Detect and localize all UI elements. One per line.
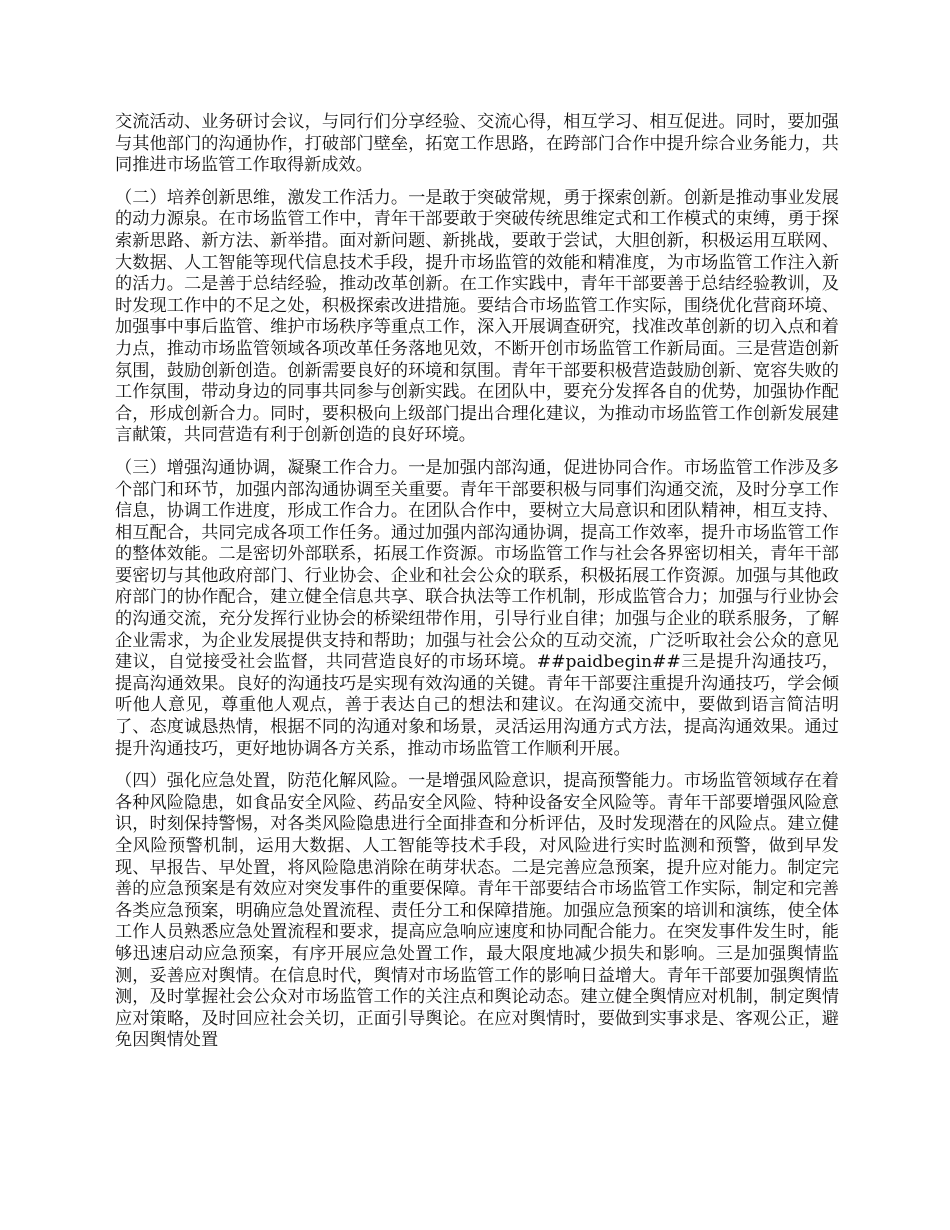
document-body xyxy=(115,112,839,1063)
paragraph-section-4: （四）强化应急处置，防范化解风险。一是增强风险意识，提高预警能力。市场监管领域存在着各种风险隐患，如食品安全风险、药品安全风险、特种设备安全风险等。青年干部要增强风险意识，时刻保持警惕，对各类风险隐患进行全面排查和分析评估，及时发现潜在的风险点。建立健全风险预警机制，运用大数据、人工智能等技术手段，对风险进行实时监测和预警，做到早发现、早报告、早处置，将风险隐患消除在萌芽状态。二是完善应急预案，提升应对能力。制定完善的应急预案是有效应对突发事件的重要保障。青年干部要结合市场监管工作实际，制定和完善各类应急预案，明确应急处置流程、责任分工和保障措施。加强应急预案的培训和演练，使全体工作人员熟悉应急处置流程和要求，提高应急响应速度和协同配合能力。在突发事件发生时，能够迅速启动应急预案，有序开展应急处置工作，最大限度地减少损失和影响。三是加强舆情监测，妥善应对舆情。在信息时代，舆情对市场监管工作的影响日益增大。青年干部要加强舆情监测，及时掌握社会公众对市场监管工作的关注点和舆论动态。建立健全舆情应对机制，制定舆情应对策略，及时回应社会关切，正面引导舆论。在应对舆情时，要做到实事求是、客观公正，避免因舆情处置 xyxy=(115,771,839,1051)
paragraph-section-3: （三）增强沟通协调，凝聚工作合力。一是加强内部沟通，促进协同合作。市场监管工作涉及多个部门和环节，加强内部沟通协调至关重要。青年干部要积极与同事们沟通交流，及时分享工作信息，协调工作进度，形成工作合力。在团队合作中，要树立大局意识和团队精神，相互支持、相互配合，共同完成各项工作任务。通过加强内部沟通协调，提高工作效率，提升市场监管工作的整体效能。二是密切外部联系，拓展工作资源。市场监管工作与社会各界密切相关，青年干部要密切与其他政府部门、行业协会、企业和社会公众的联系，积极拓展工作资源。加强与其他政府部门的协作配合，建立健全信息共享、联合执法等工作机制，形成监管合力；加强与行业协会的沟通交流，充分发挥行业协会的桥梁纽带作用，引导行业自律；加强与企业的联系服务，了解企业需求，为企业发展提供支持和帮助；加强与社会公众的互动交流，广泛听取社会公众的意见建议，自觉接受社会监督，共同营造良好的市场环境。##paidbegin##三是提升沟通技巧，提高沟通效果。良好的沟通技巧是实现有效沟通的关键。青年干部要注重提升沟通技巧，学会倾听他人意见，尊重他人观点，善于表达自己的想法和建议。在沟通交流中，要做到语言简洁明了、态度诚恳热情，根据不同的沟通对象和场景，灵活运用沟通方式方法，提高沟通效果。通过提升沟通技巧，更好地协调各方关系，推动市场监管工作顺利开展。 xyxy=(115,457,839,759)
paragraph-section-2: （二）培养创新思维，激发工作活力。一是敢于突破常规，勇于探索创新。创新是推动事业发展的动力源泉。在市场监管工作中，青年干部要敢于突破传统思维定式和工作模式的束缚，勇于探索新思路、新方法、新举措。面对新问题、新挑战，要敢于尝试，大胆创新，积极运用互联网、大数据、人工智能等现代信息技术手段，提升市场监管的效能和精准度，为市场监管工作注入新的活力。二是善于总结经验，推动改革创新。在工作实践中，青年干部要善于总结经验教训，及时发现工作中的不足之处，积极探索改进措施。要结合市场监管工作实际，围绕优化营商环境、加强事中事后监管、维护市场秩序等重点工作，深入开展调查研究，找准改革创新的切入点和着力点，推动市场监管领域各项改革任务落地见效，不断开创市场监管工作新局面。三是营造创新氛围，鼓励创新创造。创新需要良好的环境和氛围。青年干部要积极营造鼓励创新、宽容失败的工作氛围，带动身边的同事共同参与创新实践。在团队中，要充分发挥各自的优势，加强协作配合，形成创新合力。同时，要积极向上级部门提出合理化建议，为推动市场监管工作创新发展建言献策，共同营造有利于创新创造的良好环境。 xyxy=(115,187,839,446)
paragraph-intro: 交流活动、业务研讨会议，与同行们分享经验、交流心得，相互学习、相互促进。同时，要加强与其他部门的沟通协作，打破部门壁垒，拓宽工作思路，在跨部门合作中提升综合业务能力，共同推进市场监管工作取得新成效。 xyxy=(115,112,839,176)
